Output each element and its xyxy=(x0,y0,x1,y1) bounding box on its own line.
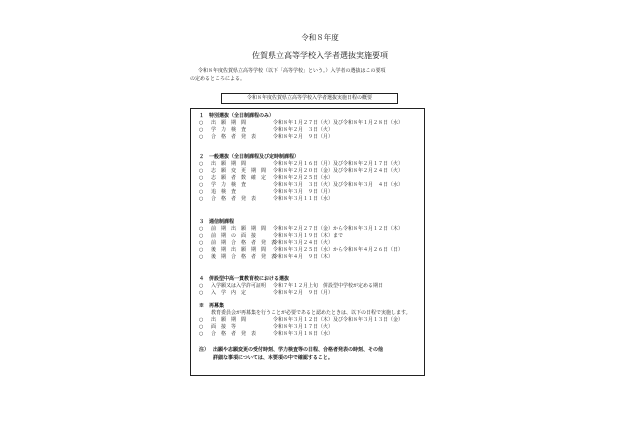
row-value: 令和８年２月２５日（水） xyxy=(273,175,334,181)
row-value: 令和８年３月１８日（水） xyxy=(273,331,334,337)
section-general xyxy=(199,154,403,203)
schedule-row xyxy=(199,240,403,247)
row-label: 面 接 等 xyxy=(211,324,237,330)
schedule-row xyxy=(199,189,403,196)
section-heading: ２ 一般選抜（全日制課程及び定時制課程） xyxy=(199,154,300,160)
row-value: 令和８年１月２７日（火）及び令和８年１月２８日（水） xyxy=(273,120,404,126)
schedule-row xyxy=(199,226,403,233)
schedule-row xyxy=(199,233,403,240)
bullet-icon: ○ xyxy=(199,189,204,195)
row-label: 学 力 検 査 xyxy=(211,182,247,188)
bullet-icon: ○ xyxy=(199,233,204,239)
schedule-row xyxy=(199,161,403,168)
row-value: 令和８年２月２７日（金）から令和８年３月１２日（木） xyxy=(273,226,404,232)
row-label: 合 格 者 発 表 xyxy=(211,331,257,337)
row-value: 令和８年３月 ３日（火）及び令和８年３月 ４日（水） xyxy=(273,182,404,188)
row-value: 令和８年２月 ３日（火） xyxy=(273,127,334,133)
footnote-line: 出願や志願変更の受付時刻、学力検査等の日程、合格者発表の時刻、その他 xyxy=(213,347,384,353)
row-value: 令和７年１２月上旬 併設型中学校が定める期日 xyxy=(273,283,384,289)
section-recruitment xyxy=(199,303,411,338)
section-correspondence xyxy=(199,219,403,261)
schedule-row xyxy=(199,120,403,127)
section-heading: ※ 再募集 xyxy=(199,303,225,309)
row-value: 令和８年３月２４日（火） xyxy=(273,240,334,246)
footnote-mark: 注） xyxy=(199,347,210,353)
bullet-icon: ○ xyxy=(199,317,204,323)
section-subnote: 教育委員会が再募集を行うことが必要であると認めたときは、以下の日程で実施します。 xyxy=(211,310,411,316)
schedule-row xyxy=(199,127,403,134)
bullet-icon: ○ xyxy=(199,120,204,126)
bullet-icon: ○ xyxy=(199,196,204,202)
bullet-icon: ○ xyxy=(199,182,204,188)
row-value: 令和８年２月１６日（月）及び令和８年２月１７日（火） xyxy=(273,161,404,167)
row-label: 入 学 内 定 xyxy=(211,290,247,296)
row-label: 前 期 の 面 接 xyxy=(211,233,257,239)
bullet-icon: ○ xyxy=(199,240,204,246)
schedule-row xyxy=(199,324,411,331)
row-label: 後 期 合 格 者 発 表 xyxy=(211,254,277,260)
schedule-row xyxy=(199,182,403,189)
footnote xyxy=(199,346,383,362)
bullet-icon: ○ xyxy=(199,290,204,296)
row-label: 前 期 出 願 期 間 xyxy=(211,226,267,232)
bullet-icon: ○ xyxy=(199,331,204,337)
schedule-frame xyxy=(190,108,425,376)
row-value: 令和８年３月２５日（水）から令和８年４月２６日（日） xyxy=(273,247,404,253)
bullet-icon: ○ xyxy=(199,127,204,133)
bullet-icon: ○ xyxy=(199,283,204,289)
row-value: 令和８年３月１７日（火） xyxy=(273,324,334,330)
bullet-icon: ○ xyxy=(199,168,204,174)
row-label: 出 願 期 間 xyxy=(211,161,247,167)
schedule-row xyxy=(199,134,403,141)
row-value: 令和８年２月 ９日（月） xyxy=(273,134,334,140)
schedule-row xyxy=(199,290,383,297)
intro-line: の定めるところによる。 xyxy=(190,75,246,82)
bullet-icon: ○ xyxy=(199,226,204,232)
row-label: 出 願 期 間 xyxy=(211,120,247,126)
section-heading: ４ 併設型中高一貫教育校における選抜 xyxy=(199,276,290,282)
intro-paragraph xyxy=(190,68,386,83)
schedule-row xyxy=(199,196,403,203)
bullet-icon: ○ xyxy=(199,254,204,260)
document-year: 令和８年度 xyxy=(301,33,339,42)
row-value: 令和８年３月１１日（水） xyxy=(273,196,334,202)
summary-title-box: 令和８年度佐賀県立高等学校入学者選抜実施日程の概要 xyxy=(221,93,398,104)
schedule-row xyxy=(199,283,383,290)
schedule-row xyxy=(199,331,411,338)
footnote-line: 詳細な事項については、本要項の中で確認すること。 xyxy=(213,355,333,361)
section-heading: ３ 通信制課程 xyxy=(199,219,235,225)
schedule-row xyxy=(199,168,403,175)
bullet-icon: ○ xyxy=(199,247,204,253)
bullet-icon: ○ xyxy=(199,324,204,330)
row-label: 志 願 変 更 期 間 xyxy=(211,168,267,174)
row-label: 入学願又は入学許可証明 xyxy=(211,283,267,289)
row-label: 合 格 者 発 表 xyxy=(211,134,257,140)
schedule-row xyxy=(199,175,403,182)
row-value: 令和８年２月２０日（金）及び令和８年２月２４日（火） xyxy=(273,168,404,174)
row-label: 前 期 合 格 者 発 表 xyxy=(211,240,277,246)
row-label: 後 期 出 願 期 間 xyxy=(211,247,267,253)
intro-line: 令和８年度佐賀県立高等学校（以下「高等学校」という。）入学者の選抜はこの要項 xyxy=(198,68,386,74)
schedule-row xyxy=(199,317,411,324)
schedule-row xyxy=(199,247,403,254)
row-label: 合 格 者 発 表 xyxy=(211,196,257,202)
bullet-icon: ○ xyxy=(199,161,204,167)
row-value: 令和８年３月 ９日（月） xyxy=(273,189,334,195)
section-special xyxy=(199,113,403,141)
bullet-icon: ○ xyxy=(199,134,204,140)
row-value: 令和８年２月 ９日（月） xyxy=(273,290,334,296)
document-title: 佐賀県立高等学校入学者選抜実施要項 xyxy=(252,51,388,60)
row-label: 追 検 査 xyxy=(211,189,237,195)
section-integrated xyxy=(199,276,383,297)
row-value: 令和８年４月 ９日（木） xyxy=(273,254,334,260)
schedule-row xyxy=(199,254,403,261)
row-label: 出 願 期 間 xyxy=(211,317,247,323)
row-value: 令和８年３月１９日（木）まで xyxy=(273,233,344,239)
row-label: 志 願 者 数 確 定 xyxy=(211,175,267,181)
row-label: 学 力 検 査 xyxy=(211,127,247,133)
section-heading: １ 特別選抜（全日制課程のみ） xyxy=(199,113,275,119)
bullet-icon: ○ xyxy=(199,175,204,181)
row-value: 令和８年３月１２日（木）及び令和８年３月１３日（金） xyxy=(273,317,404,323)
